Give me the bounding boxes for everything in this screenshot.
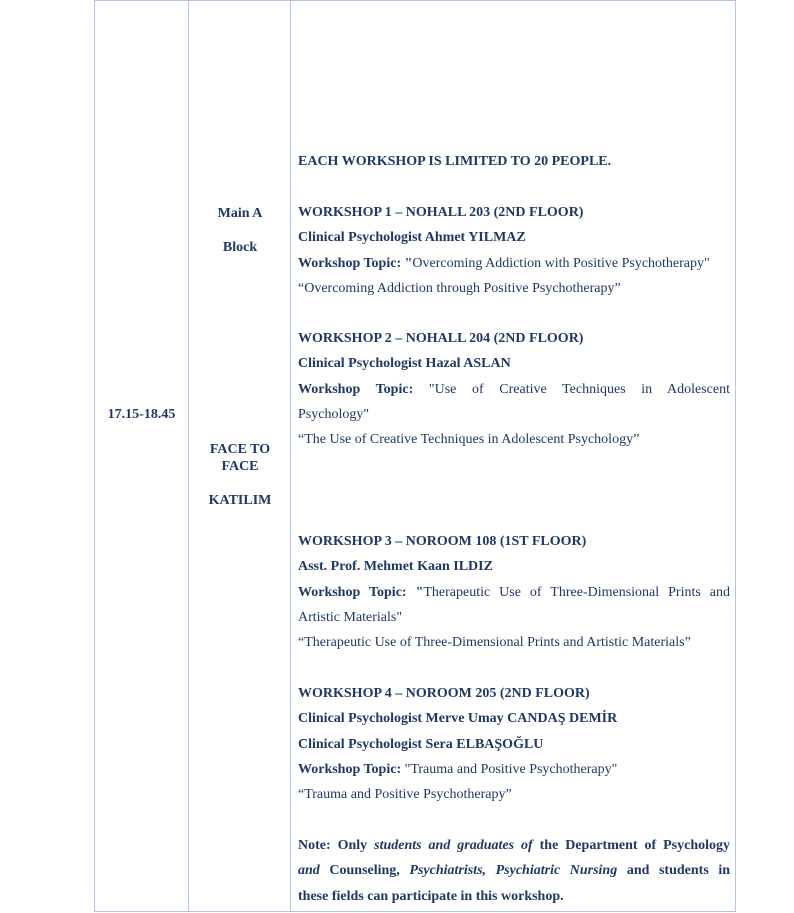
topic-text-cont: Artistic Materials" — [298, 609, 403, 625]
topic-text: "Use of Creative Techniques in Adolescent — [428, 381, 731, 397]
topic-text-cont: Psychology" — [298, 406, 370, 422]
presenter: Clinical Psychologist Sera ELBAŞOĞLU — [298, 736, 544, 752]
attendance-mode-line1: FACE TO — [209, 442, 271, 457]
topic-alt: “The Use of Creative Techniques in Adolescent Psychology” — [298, 432, 640, 448]
workshop-topic — [298, 580, 730, 605]
workshop-4 — [298, 681, 730, 807]
venue-block: Block — [222, 240, 258, 255]
note-line1: Note: Only students and graduates of the Department of Psychology — [298, 838, 730, 853]
workshop-title: WORKSHOP 1 – NOHALL 203 (2ND FLOOR) — [298, 205, 584, 220]
attendance-mode-line2: FACE — [221, 459, 259, 474]
workshop-2 — [298, 326, 730, 452]
topic-alt: “Trauma and Positive Psychotherapy” — [298, 787, 512, 803]
attendance-mode-line3: KATILIM — [208, 493, 272, 508]
session-time: 17.15-18.45 — [107, 407, 176, 422]
topic-label: Workshop Topic: — [298, 584, 407, 600]
note-label: Note: Only — [298, 838, 368, 853]
topic-text: "Trauma and Positive Psychotherapy" — [404, 761, 618, 777]
participation-note — [298, 833, 730, 909]
topic-alt: “Overcoming Addiction through Positive Psychotherapy” — [298, 280, 621, 296]
venue-building: Main A — [217, 206, 263, 221]
workshop-1 — [298, 200, 730, 301]
schedule-table — [94, 0, 736, 912]
topic-label: Workshop Topic: — [298, 255, 402, 271]
workshop-title: WORKSHOP 3 – NOROOM 108 (1ST FLOOR) — [298, 534, 587, 549]
note-line2: and Counseling, Psychiatrists, Psychiatric Nursing and students in — [298, 863, 731, 879]
topic-text: Therapeutic Use of Three-Dimensional Prints and — [423, 584, 730, 600]
workshop-3 — [298, 529, 730, 655]
note-line3: these fields can participate in this workshop. — [298, 888, 564, 904]
topic-text: Overcoming Addiction with Positive Psychotherapy" — [412, 255, 710, 271]
workshop-limit-notice: EACH WORKSHOP IS LIMITED TO 20 PEOPLE. — [298, 154, 612, 169]
topic-label: Workshop Topic: — [298, 761, 402, 777]
presenter: Clinical Psychologist Ahmet YILMAZ — [298, 230, 526, 246]
presenter: Asst. Prof. Mehmet Kaan ILDIZ — [298, 559, 493, 575]
presenter: Clinical Psychologist Merve Umay CANDAŞ DEMİR — [298, 711, 618, 727]
topic-alt: “Therapeutic Use of Three-Dimensional Prints and Artistic Materials” — [298, 635, 691, 651]
topic-label: Workshop Topic: — [298, 381, 414, 397]
workshop-topic — [298, 757, 730, 782]
topic-open-quote: " — [404, 255, 413, 271]
workshop-topic — [298, 251, 730, 276]
workshop-title: WORKSHOP 4 – NOROOM 205 (2ND FLOOR) — [298, 686, 590, 701]
notice-block — [298, 149, 730, 174]
workshop-topic — [298, 377, 730, 402]
topic-open-quote: " — [415, 584, 424, 600]
workshop-title: WORKSHOP 2 – NOHALL 204 (2ND FLOOR) — [298, 331, 584, 346]
presenter: Clinical Psychologist Hazal ASLAN — [298, 356, 511, 372]
